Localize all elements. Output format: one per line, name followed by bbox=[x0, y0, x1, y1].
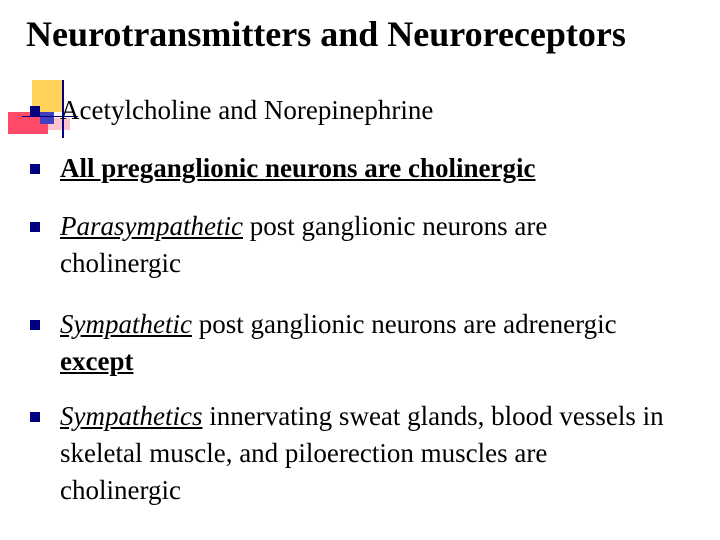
square-bullet-icon bbox=[30, 222, 40, 232]
bullet-emphasis: Sympathetics bbox=[60, 401, 203, 431]
bullet-text bbox=[60, 150, 670, 187]
square-bullet-icon bbox=[30, 412, 40, 422]
bullet-text bbox=[60, 208, 670, 282]
bullet-item bbox=[30, 398, 670, 509]
bullet-item bbox=[30, 150, 670, 187]
slide-title: Neurotransmitters and Neuroreceptors bbox=[26, 14, 626, 54]
bullet-text-content: post ganglionic neurons are adrenergic bbox=[191, 309, 617, 339]
bullet-item bbox=[30, 208, 670, 282]
square-bullet-icon bbox=[30, 164, 40, 174]
bullet-text-content: Acetylcholine and Norepinephrine bbox=[60, 95, 434, 125]
bullet-emphasis-end: except bbox=[60, 346, 134, 376]
bullet-item bbox=[30, 306, 670, 380]
bullet-emphasis: Parasympathetic bbox=[60, 211, 243, 241]
bullet-emphasis: Sympathetic bbox=[60, 309, 192, 339]
square-bullet-icon bbox=[30, 106, 40, 116]
bullet-text-content: All preganglionic neurons are cholinergic bbox=[60, 153, 536, 183]
bullet-text bbox=[60, 398, 670, 509]
bullet-text-content: post ganglionic neurons are cholinergic bbox=[60, 211, 548, 278]
bullet-item bbox=[30, 92, 670, 129]
square-bullet-icon bbox=[30, 320, 40, 330]
bullet-text-content: innervating sweat glands, blood vessels in skeletal muscle, and piloerection muscles are cholinergic bbox=[60, 401, 664, 505]
bullet-text bbox=[60, 306, 670, 380]
bullet-text bbox=[60, 92, 670, 129]
